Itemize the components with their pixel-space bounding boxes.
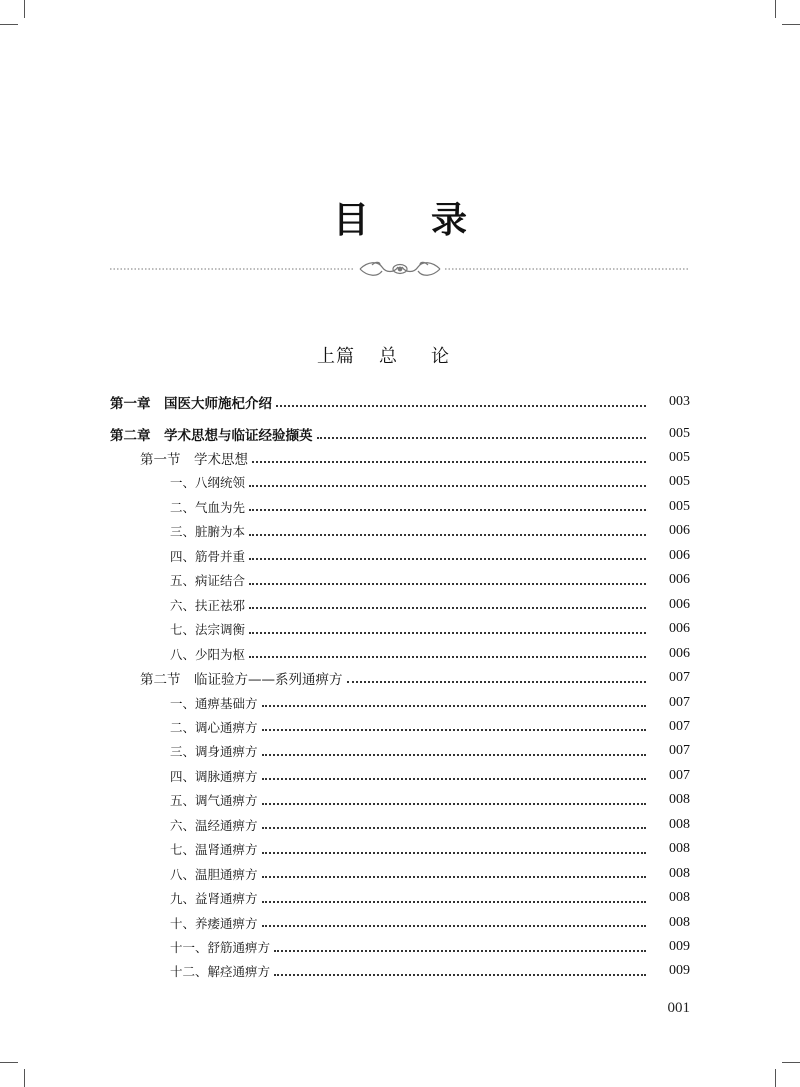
page-title: 目录 — [332, 200, 529, 241]
toc-entry-page: 006 — [669, 596, 690, 612]
toc-entry-title: 四、筋骨并重 — [170, 548, 246, 564]
toc-entry-title: 七、法宗调衡 — [170, 622, 246, 638]
toc-entry[interactable] — [0, 814, 800, 836]
toc-entry-title: 五、病证结合 — [170, 573, 246, 589]
toc-entry-title: 第一章 国医大师施杞介绍 — [110, 396, 272, 412]
toc-entry-page: 008 — [669, 816, 690, 832]
dot-leader — [249, 508, 646, 511]
toc-entry-title: 第二节 临证验方——系列通痹方 — [140, 672, 343, 689]
toc-entry[interactable] — [0, 716, 800, 738]
toc-entry[interactable] — [0, 594, 800, 616]
dot-leader — [262, 924, 646, 927]
toc-entry-page: 006 — [669, 572, 690, 588]
toc-entry-title: 四、调脉通痹方 — [170, 768, 258, 784]
toc-entry-title: 三、脏腑为本 — [170, 524, 246, 540]
dot-leader — [249, 655, 646, 658]
toc-entry[interactable] — [0, 447, 800, 469]
dot-leader — [274, 973, 646, 976]
toc-entry-title: 九、益肾通痹方 — [170, 891, 258, 907]
dot-leader — [249, 533, 646, 536]
toc-entry[interactable] — [0, 391, 800, 413]
toc-entry-title: 五、调气通痹方 — [170, 793, 258, 809]
toc-entry-title: 三、调身通痹方 — [170, 744, 258, 760]
dot-leader — [262, 728, 646, 731]
dot-leader — [262, 851, 646, 854]
toc-entry-page: 008 — [669, 914, 690, 930]
toc-entry-page: 006 — [669, 645, 690, 661]
toc-entry-title: 二、调心通痹方 — [170, 719, 258, 735]
toc-entry-page: 007 — [669, 670, 690, 686]
toc-entry-title: 七、温肾通痹方 — [170, 842, 258, 858]
toc-entry-page: 008 — [669, 865, 690, 881]
toc-entry-page: 008 — [669, 890, 690, 906]
dot-leader — [262, 777, 646, 780]
toc-entry-page: 006 — [669, 523, 690, 539]
toc-entry[interactable] — [0, 545, 800, 567]
toc-entry-page: 009 — [669, 963, 690, 979]
toc-entry-page: 005 — [669, 426, 690, 441]
toc-entry-page: 005 — [669, 474, 690, 490]
toc-entry[interactable] — [0, 496, 800, 518]
toc-entry-page: 008 — [669, 792, 690, 808]
toc-entry[interactable] — [0, 692, 800, 714]
toc-entry[interactable] — [0, 740, 800, 762]
dot-leader — [252, 460, 646, 463]
toc-entry-page: 008 — [669, 841, 690, 857]
toc-entry-page: 007 — [669, 718, 690, 734]
toc-entry[interactable] — [0, 863, 800, 885]
toc-entry[interactable] — [0, 789, 800, 811]
toc-entry-title: 六、温经通痹方 — [170, 817, 258, 833]
toc-entry-title: 一、通痹基础方 — [170, 695, 258, 711]
toc-entry-title: 八、少阳为枢 — [170, 646, 246, 662]
toc-entry[interactable] — [0, 765, 800, 787]
page-number: 001 — [667, 1000, 690, 1016]
toc-entry[interactable] — [0, 423, 800, 445]
toc-entry-title: 十、养痿通痹方 — [170, 915, 258, 931]
toc-entry-title: 一、八纲统领 — [170, 475, 246, 491]
dot-leader — [249, 557, 646, 560]
dot-leader — [262, 826, 646, 829]
dot-leader — [317, 436, 647, 439]
dot-leader — [249, 484, 646, 487]
dot-leader — [262, 753, 646, 756]
toc-entry[interactable] — [0, 471, 800, 493]
toc-entry[interactable] — [0, 960, 800, 982]
dot-leader — [274, 949, 646, 952]
toc-entry[interactable] — [0, 569, 800, 591]
toc-entry[interactable] — [0, 936, 800, 958]
toc-entry[interactable] — [0, 618, 800, 640]
toc-entry-page: 005 — [669, 498, 690, 514]
toc-entry-title: 第一节 学术思想 — [140, 452, 248, 468]
dot-leader — [347, 680, 647, 683]
toc-entry-title: 第二章 学术思想与临证经验撷英 — [110, 428, 313, 444]
toc-entry-page: 007 — [669, 694, 690, 710]
toc-entry-page: 005 — [669, 450, 690, 465]
toc-entry[interactable] — [0, 912, 800, 934]
part-name: 总论 — [379, 346, 483, 367]
dot-leader — [249, 582, 646, 585]
dot-leader — [276, 404, 646, 407]
toc-entry[interactable] — [0, 520, 800, 542]
toc-entry-page: 003 — [669, 394, 690, 409]
toc-entry-title: 六、扶正祛邪 — [170, 597, 246, 613]
toc-entry-title: 八、温胆通痹方 — [170, 866, 258, 882]
toc-entry-page: 006 — [669, 547, 690, 563]
toc-entry-page: 009 — [669, 939, 690, 954]
toc-entry-page: 007 — [669, 767, 690, 783]
dot-leader — [262, 900, 646, 903]
toc-entry-page: 007 — [669, 743, 690, 759]
toc-entry-page: 006 — [669, 621, 690, 637]
dot-leader — [262, 704, 646, 707]
toc-entry[interactable] — [0, 667, 800, 689]
dot-leader — [262, 875, 646, 878]
toc-entry[interactable] — [0, 887, 800, 909]
part-label: 上篇 — [317, 346, 355, 367]
toc-entry-title: 二、气血为先 — [170, 499, 246, 515]
toc-entry[interactable] — [0, 643, 800, 665]
dot-leader — [249, 606, 646, 609]
toc-entry-title: 十一、舒筋通痹方 — [170, 940, 271, 955]
toc-entry[interactable] — [0, 838, 800, 860]
dot-leader — [249, 631, 646, 634]
toc-entry-title: 十二、解痉通痹方 — [170, 964, 271, 980]
dot-leader — [262, 802, 646, 805]
